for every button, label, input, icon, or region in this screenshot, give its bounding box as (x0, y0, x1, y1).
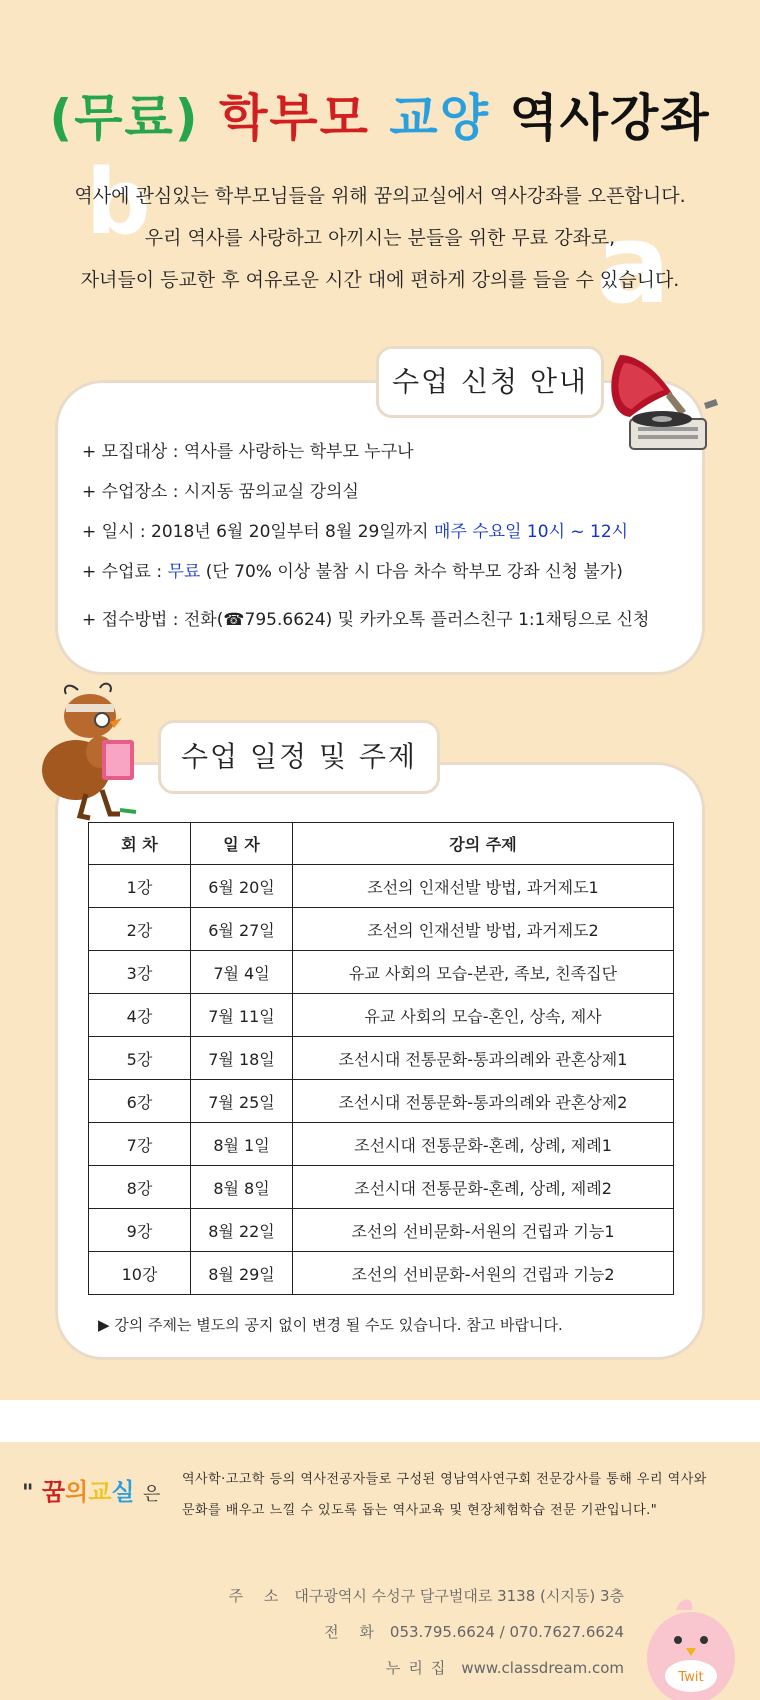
title-free: (무료) (49, 89, 200, 147)
brand-description-line-2: 문화를 배우고 느낄 수 있도록 돕는 역사교육 및 현장체험학습 전문 기관입니다." (182, 1503, 658, 1518)
info-target: + 모집대상 : 역사를 사랑하는 학부모 누구나 (82, 442, 414, 462)
info-fee-suffix: (단 70% 이상 불참 시 다음 차수 학부모 강좌 신청 불가) (200, 562, 623, 582)
brand-char-2: 의 (65, 1478, 89, 1506)
session-cell: 4강 (89, 994, 191, 1037)
topic-cell: 유교 사회의 모습-혼인, 상속, 제사 (293, 994, 674, 1037)
table-row (89, 1123, 674, 1166)
date-cell: 8월 22일 (191, 1209, 293, 1252)
brand-char-4: 실 (111, 1478, 135, 1506)
divider-band (0, 1400, 760, 1442)
web-row (229, 1650, 624, 1686)
date-cell: 7월 4일 (191, 951, 293, 994)
session-cell: 9강 (89, 1209, 191, 1252)
phone-label: 전 화 (324, 1623, 382, 1641)
address-label: 주 소 (228, 1587, 287, 1605)
table-row (89, 865, 674, 908)
schedule-note: ▶ 강의 주제는 별도의 공지 없이 변경 될 수도 있습니다. 참고 바랍니다. (98, 1316, 563, 1334)
table-header-row (89, 823, 674, 865)
intro-text (0, 175, 760, 301)
info-date-prefix: + 일시 : 2018년 6월 20일부터 8월 29일까지 (82, 522, 435, 542)
session-cell: 3강 (89, 951, 191, 994)
topic-cell: 조선의 선비문화-서원의 건립과 기능1 (293, 1209, 674, 1252)
ant-reading-icon (40, 682, 170, 822)
contact-info (229, 1578, 624, 1686)
date-cell: 8월 29일 (191, 1252, 293, 1295)
date-cell: 6월 20일 (191, 865, 293, 908)
info-date-highlight: 매주 수요일 10시 ~ 12시 (434, 522, 629, 542)
date-cell: 7월 25일 (191, 1080, 293, 1123)
topic-cell: 조선시대 전통문화-혼례, 상례, 제례1 (293, 1123, 674, 1166)
phone-value: 053.795.6624 / 070.7627.6624 (389, 1623, 624, 1641)
title-culture: 교양 (389, 89, 491, 147)
col-date: 일 자 (191, 823, 293, 865)
col-topic: 강의 주제 (293, 823, 674, 865)
date-cell: 6월 27일 (191, 908, 293, 951)
col-session: 회 차 (89, 823, 191, 865)
session-cell: 7강 (89, 1123, 191, 1166)
session-cell: 6강 (89, 1080, 191, 1123)
brand-open-quote: " (22, 1481, 34, 1506)
brand-description-line-1: 역사학·고고학 등의 역사전공자들로 구성된 영남역사연구회 전문강사를 통해 우리 역사와 (182, 1472, 707, 1487)
brand-char-3: 교 (88, 1478, 112, 1506)
table-row (89, 1166, 674, 1209)
topic-cell: 유교 사회의 모습-본관, 족보, 친족집단 (293, 951, 674, 994)
date-cell: 8월 1일 (191, 1123, 293, 1166)
date-cell: 8월 8일 (191, 1166, 293, 1209)
session-cell: 2강 (89, 908, 191, 951)
brand-particle: 은 (142, 1484, 161, 1505)
topic-cell: 조선시대 전통문화-통과의례와 관혼상제1 (293, 1037, 674, 1080)
decorative-letter-b: b (86, 150, 151, 255)
topic-cell: 조선의 인재선발 방법, 과거제도1 (293, 865, 674, 908)
date-cell: 7월 18일 (191, 1037, 293, 1080)
bird-mascot-icon (636, 1588, 746, 1700)
brand-name (22, 1472, 160, 1507)
topic-cell: 조선의 선비문화-서원의 건립과 기능2 (293, 1252, 674, 1295)
brand-description (182, 1464, 707, 1526)
address-value: 대구광역시 수성구 달구벌대로 3138 (시지동) 3층 (294, 1587, 624, 1605)
web-label: 누리집 (385, 1659, 454, 1677)
schedule-heading: 수업 일정 및 주제 (158, 720, 440, 794)
brand-char-1: 꿈 (41, 1478, 66, 1506)
title-parents: 학부모 (219, 89, 370, 147)
decorative-letter-a: a (596, 200, 671, 328)
schedule-table (88, 822, 674, 1295)
info-fee (82, 552, 649, 592)
topic-cell: 조선시대 전통문화-혼례, 상례, 제례2 (293, 1166, 674, 1209)
date-cell: 7월 11일 (191, 994, 293, 1037)
table-row (89, 908, 674, 951)
session-cell: 8강 (89, 1166, 191, 1209)
title-history-lecture: 역사강좌 (509, 89, 711, 147)
web-link[interactable]: www.classdream.com (461, 1659, 624, 1677)
info-fee-highlight: 무료 (167, 562, 201, 582)
table-row (89, 1080, 674, 1123)
table-row (89, 951, 674, 994)
session-cell: 10강 (89, 1252, 191, 1295)
info-date (82, 512, 649, 552)
table-row (89, 1209, 674, 1252)
phone-row (229, 1614, 624, 1650)
table-row (89, 1037, 674, 1080)
table-row (89, 994, 674, 1037)
session-cell: 1강 (89, 865, 191, 908)
topic-cell: 조선시대 전통문화-통과의례와 관혼상제2 (293, 1080, 674, 1123)
info-fee-prefix: + 수업료 : (82, 562, 168, 582)
session-cell: 5강 (89, 1037, 191, 1080)
page-title (0, 78, 760, 150)
intro-line-2: 우리 역사를 사랑하고 아끼시는 분들을 위한 무료 강좌로, (144, 227, 616, 249)
topic-cell: 조선의 인재선발 방법, 과거제도2 (293, 908, 674, 951)
apply-info-heading: 수업 신청 안내 (376, 346, 604, 418)
info-place: + 수업장소 : 시지동 꿈의교실 강의실 (82, 482, 359, 502)
apply-info-list (82, 432, 649, 640)
intro-line-1: 역사에 관심있는 학부모님들을 위해 꿈의교실에서 역사강좌를 오픈합니다. (74, 185, 686, 207)
address-row (229, 1578, 624, 1614)
intro-line-3: 자녀들이 등교한 후 여유로운 시간 대에 편하게 강의를 들을 수 있습니다. (80, 269, 680, 291)
table-row (89, 1252, 674, 1295)
info-method: + 접수방법 : 전화(☎795.6624) 및 카카오톡 플러스친구 1:1채팅으로 신청 (82, 610, 650, 630)
bird-sign-text: Twit (678, 1670, 704, 1685)
